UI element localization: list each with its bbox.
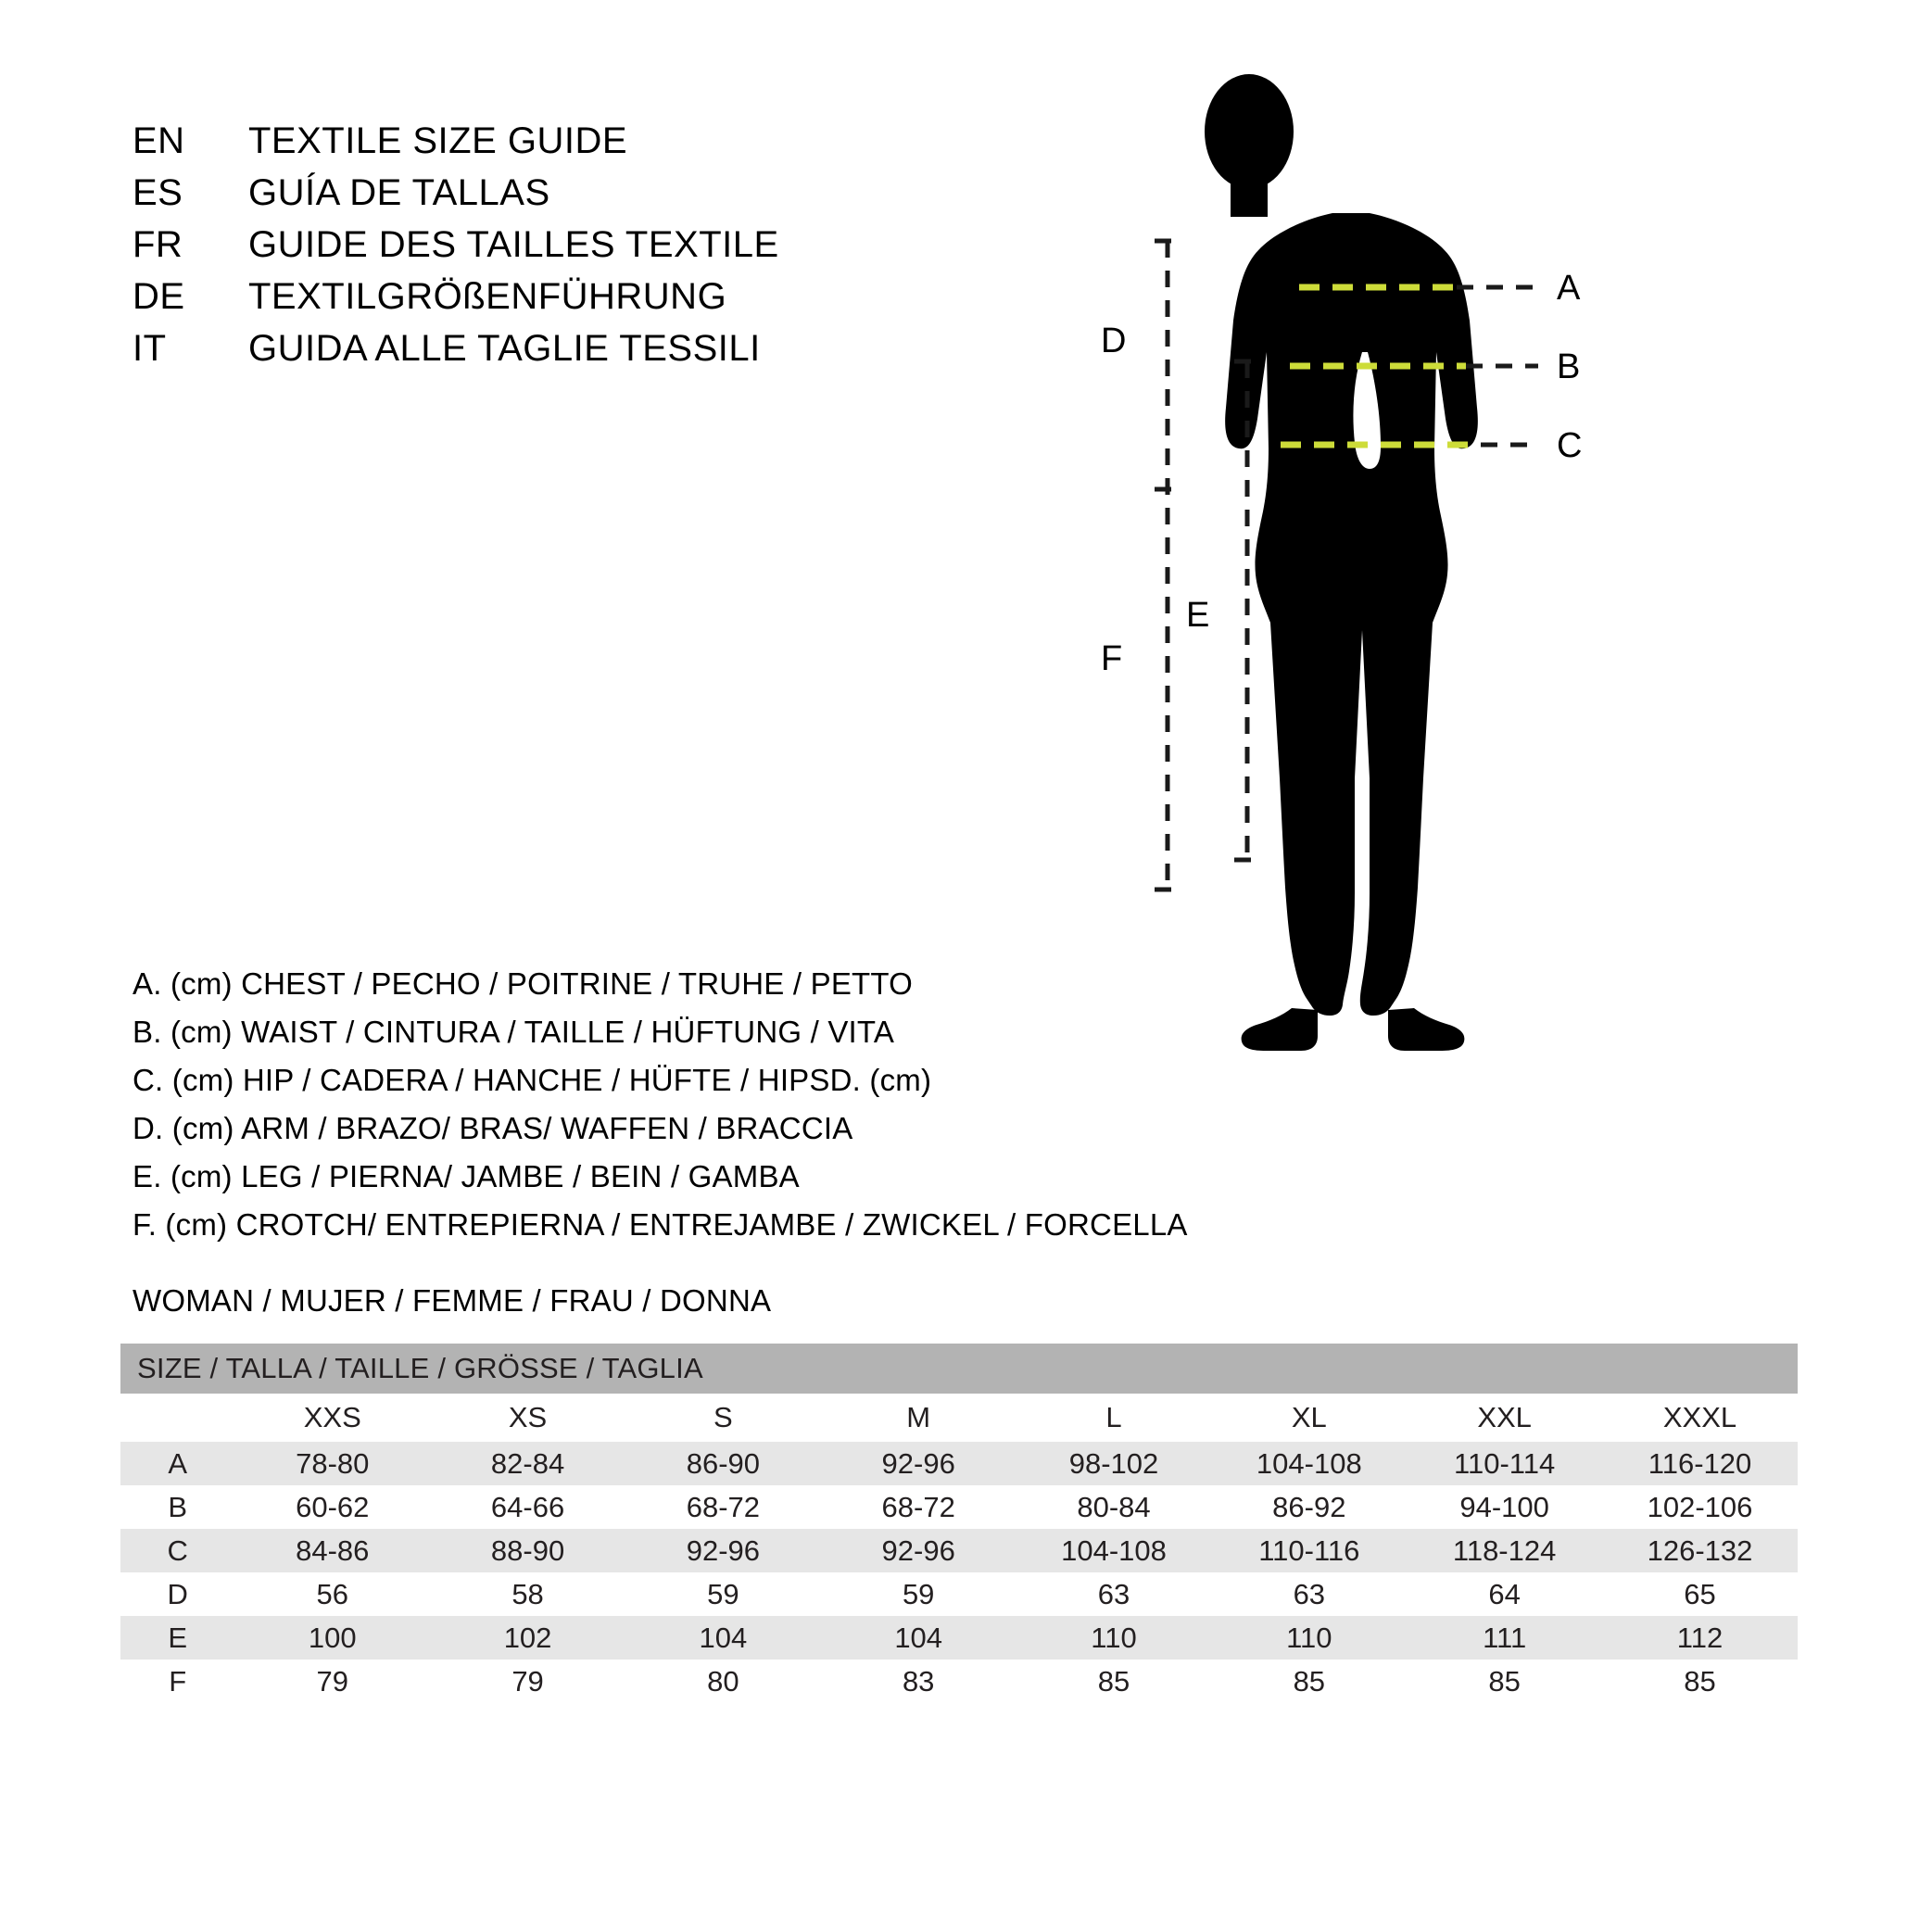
language-code-es: ES: [133, 172, 183, 213]
table-cell: 116-120: [1602, 1442, 1798, 1485]
table-col-header: XS: [430, 1394, 625, 1442]
label-b: B: [1557, 347, 1581, 386]
table-col-header: XL: [1211, 1394, 1407, 1442]
table-row: [120, 1442, 1798, 1485]
table-cell: 86-90: [625, 1442, 821, 1485]
title-text-en: TEXTILE SIZE GUIDE: [248, 120, 628, 161]
language-code-en: EN: [133, 120, 185, 161]
table-cell: 104-108: [1211, 1442, 1407, 1485]
table-col-header: XXXL: [1602, 1394, 1798, 1442]
title-text-de: TEXTILGRÖßENFÜHRUNG: [248, 276, 727, 317]
legend-block: [133, 960, 1226, 1249]
language-code-fr: FR: [133, 224, 183, 265]
label-a: A: [1557, 269, 1581, 308]
table-cell: 92-96: [625, 1529, 821, 1572]
table-cell: 85: [1407, 1660, 1602, 1703]
measurement-diagram: [1101, 74, 1853, 1214]
table-col-header: XXS: [234, 1394, 430, 1442]
table-cell: 85: [1017, 1660, 1212, 1703]
table-cell: 80-84: [1017, 1485, 1212, 1529]
table-col-header: L: [1017, 1394, 1212, 1442]
table-header-row: [120, 1394, 1798, 1442]
legend-item-e: E. (cm) LEG / PIERNA/ JAMBE / BEIN / GAMBA: [133, 1159, 800, 1193]
table-corner-cell: [120, 1394, 234, 1442]
table-cell: 63: [1211, 1572, 1407, 1616]
table-cell: 112: [1602, 1616, 1798, 1660]
table-cell: 94-100: [1407, 1485, 1602, 1529]
table-cell: 64-66: [430, 1485, 625, 1529]
table-row: [120, 1660, 1798, 1703]
table-col-header: XXL: [1407, 1394, 1602, 1442]
label-d: D: [1101, 322, 1127, 360]
table-cell: 79: [234, 1660, 430, 1703]
table-cell: 111: [1407, 1616, 1602, 1660]
table-cell: 110: [1017, 1616, 1212, 1660]
table-cell: 79: [430, 1660, 625, 1703]
title-row-es: [133, 172, 966, 224]
table-row: [120, 1529, 1798, 1572]
size-table: [120, 1344, 1798, 1703]
table-cell: 85: [1211, 1660, 1407, 1703]
language-code-it: IT: [133, 328, 167, 369]
table-row: [120, 1572, 1798, 1616]
table-cell: 58: [430, 1572, 625, 1616]
table-cell: 102: [430, 1616, 625, 1660]
table-cell: 126-132: [1602, 1529, 1798, 1572]
language-code-de: DE: [133, 276, 185, 317]
table-cell: 118-124: [1407, 1529, 1602, 1572]
table-cell: 104: [821, 1616, 1017, 1660]
table-row-label: E: [120, 1616, 234, 1660]
group-caption: WOMAN / MUJER / FEMME / FRAU / DONNA: [133, 1283, 772, 1318]
table-cell: 59: [625, 1572, 821, 1616]
table-cell: 104: [625, 1616, 821, 1660]
table-cell: 86-92: [1211, 1485, 1407, 1529]
table-cell: 78-80: [234, 1442, 430, 1485]
size-table-wrap: [120, 1344, 1798, 1703]
table-cell: 56: [234, 1572, 430, 1616]
table-cell: 110: [1211, 1616, 1407, 1660]
table-cell: 98-102: [1017, 1442, 1212, 1485]
table-cell: 68-72: [625, 1485, 821, 1529]
table-row-label: B: [120, 1485, 234, 1529]
table-cell: 92-96: [821, 1442, 1017, 1485]
table-cell: 63: [1017, 1572, 1212, 1616]
title-block: [133, 120, 966, 380]
table-cell: 88-90: [430, 1529, 625, 1572]
legend-item-b: B. (cm) WAIST / CINTURA / TAILLE / HÜFTUNG / VITA: [133, 1015, 895, 1049]
title-row-it: [133, 328, 966, 380]
table-row-label: A: [120, 1442, 234, 1485]
legend-item-d: D. (cm) ARM / BRAZO/ BRAS/ WAFFEN / BRACCIA: [133, 1111, 853, 1145]
table-col-header: S: [625, 1394, 821, 1442]
table-cell: 64: [1407, 1572, 1602, 1616]
female-silhouette: [1205, 74, 1478, 1051]
table-band-header-label: SIZE / TALLA / TAILLE / GRÖSSE / TAGLIA: [120, 1344, 1798, 1394]
title-row-en: [133, 120, 966, 172]
table-cell: 110-116: [1211, 1529, 1407, 1572]
table-cell: 68-72: [821, 1485, 1017, 1529]
table-row: [120, 1616, 1798, 1660]
table-cell: 110-114: [1407, 1442, 1602, 1485]
table-cell: 92-96: [821, 1529, 1017, 1572]
table-band-header: [120, 1344, 1798, 1394]
table-cell: 104-108: [1017, 1529, 1212, 1572]
table-cell: 60-62: [234, 1485, 430, 1529]
table-cell: 102-106: [1602, 1485, 1798, 1529]
table-row-label: C: [120, 1529, 234, 1572]
legend-item-c: C. (cm) HIP / CADERA / HANCHE / HÜFTE / HIPSD. (cm): [133, 1063, 932, 1097]
table-cell: 85: [1602, 1660, 1798, 1703]
legend-item-a: A. (cm) CHEST / PECHO / POITRINE / TRUHE / PETTO: [133, 966, 914, 1001]
table-cell: 80: [625, 1660, 821, 1703]
table-row-label: D: [120, 1572, 234, 1616]
table-cell: 84-86: [234, 1529, 430, 1572]
legend-item-f: F. (cm) CROTCH/ ENTREPIERNA / ENTREJAMBE / ZWICKEL / FORCELLA: [133, 1207, 1188, 1242]
title-row-fr: [133, 224, 966, 276]
table-row: [120, 1485, 1798, 1529]
title-text-it: GUIDA ALLE TAGLIE TESSILI: [248, 328, 761, 369]
table-cell: 100: [234, 1616, 430, 1660]
table-cell: 59: [821, 1572, 1017, 1616]
label-f: F: [1101, 639, 1123, 678]
label-c: C: [1557, 426, 1583, 465]
label-e: E: [1186, 596, 1210, 635]
title-text-fr: GUIDE DES TAILLES TEXTILE: [248, 224, 779, 265]
table-cell: 83: [821, 1660, 1017, 1703]
title-row-de: [133, 276, 966, 328]
title-text-es: GUÍA DE TALLAS: [248, 172, 550, 213]
table-row-label: F: [120, 1660, 234, 1703]
table-col-header: M: [821, 1394, 1017, 1442]
dimension-d: [1155, 241, 1181, 489]
table-cell: 82-84: [430, 1442, 625, 1485]
table-cell: 65: [1602, 1572, 1798, 1616]
